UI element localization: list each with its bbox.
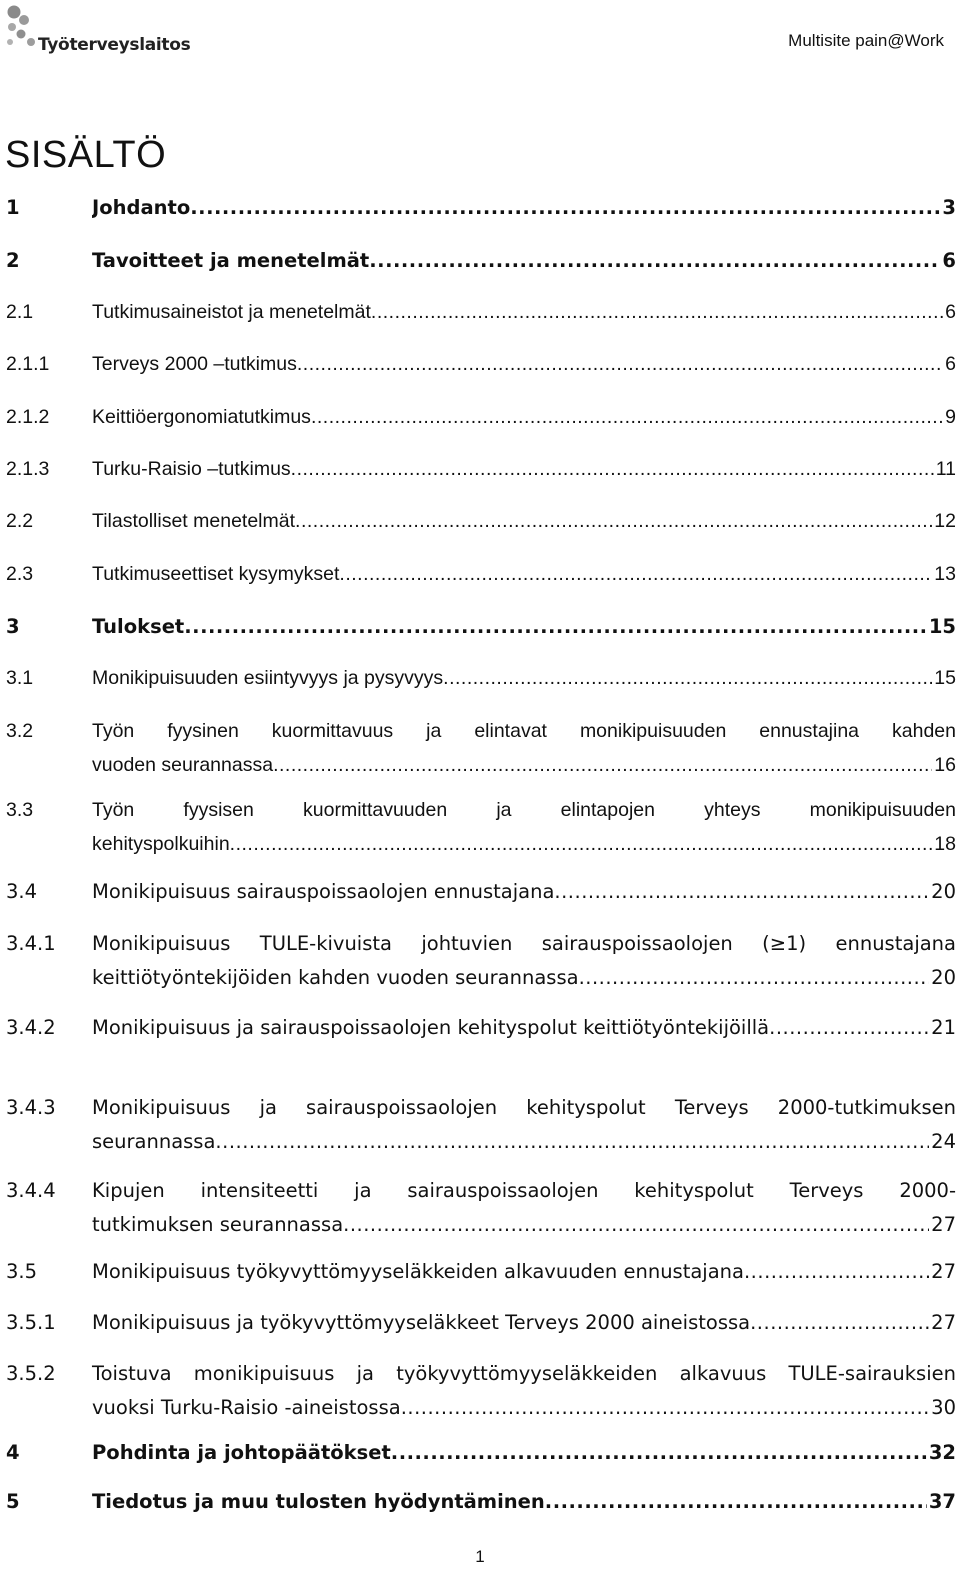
toc-entry-leader-line: [92, 458, 956, 488]
toc-dot-leader: [554, 880, 929, 903]
toc-dot-leader: [339, 563, 932, 586]
toc-entry-page-number: 18: [934, 833, 956, 855]
toc-entry-title-line: Toistuva monikipuisuus ja työkyvyttömyyseläkkeiden alkavuus TULE-sairauksien: [92, 1362, 956, 1385]
toc-entry-page-number: 24: [931, 1130, 956, 1153]
toc-entry-leader-line: [92, 615, 956, 645]
toc-entry-leader-line: [92, 249, 956, 279]
toc-entry-page-number: 27: [931, 1311, 956, 1334]
toc-entry-title: Tavoitteet ja menetelmät: [92, 249, 370, 272]
toc-entry-leader-line: [92, 510, 956, 540]
toc-entry-title: Monikipuisuuden esiintyvyys ja pysyvyys: [92, 667, 444, 689]
toc-dot-leader: [443, 667, 932, 690]
toc-entry-page-number: 6: [945, 353, 956, 375]
toc-entry-number: 3.1: [6, 667, 34, 689]
toc-dot-leader: [401, 1396, 929, 1419]
toc-entry-number: 3.4: [6, 880, 38, 903]
toc-entry-leader-line: [92, 966, 956, 996]
toc-entry-number: 2.3: [6, 563, 34, 585]
toc-entry-number: 3.4.2: [6, 1016, 56, 1039]
toc-entry-title-line: Työn fyysinen kuormittavuus ja elintavat monikipuisuuden ennustajina kahden: [92, 720, 956, 742]
toc-entry-title: Monikipuisuus sairauspoissaolojen ennustajana: [92, 880, 555, 903]
toc-entry-page-number: 6: [945, 301, 956, 323]
toc-entry-number: 1: [6, 196, 20, 219]
toc-entry-leader-line: [92, 1213, 956, 1243]
toc-entry-page-number: 13: [934, 563, 956, 585]
toc-entry-number: 2.1: [6, 301, 34, 323]
toc-entry-title: Tutkimuseettiset kysymykset: [92, 563, 340, 585]
toc-entry-title: Monikipuisuus ja sairauspoissaolojen kehityspolut keittiötyöntekijöillä: [92, 1016, 770, 1039]
header-document-title: Multisite pain@Work: [788, 31, 944, 50]
toc-entry-leader-line: [92, 833, 956, 863]
toc-entry-title-line: Monikipuisuus ja sairauspoissaolojen kehityspolut Terveys 2000-tutkimuksen: [92, 1096, 956, 1119]
logo-mark-icon: [4, 2, 38, 58]
toc-entry-leader-line: [92, 754, 956, 784]
toc-entry-title: Terveys 2000 –tutkimus: [92, 353, 297, 375]
toc-dot-leader: [744, 1260, 929, 1283]
toc-entry-number: 3: [6, 615, 20, 638]
toc-dot-leader: [190, 196, 940, 219]
toc-entry-leader-line: [92, 880, 956, 910]
toc-entry-leader-line: [92, 406, 956, 436]
toc-entry-leader-line: [92, 1130, 956, 1160]
toc-dot-leader: [215, 1130, 929, 1153]
toc-entry-page-number: 16: [934, 754, 956, 776]
toc-entry-title: Tulokset: [92, 615, 185, 638]
toc-entry-title: Turku-Raisio –tutkimus: [92, 458, 291, 480]
toc-entry-number: 4: [6, 1441, 20, 1464]
toc-dot-leader: [750, 1311, 929, 1334]
toc-entry-number: 3.5.2: [6, 1362, 56, 1385]
toc-entry-number: 3.4.3: [6, 1096, 56, 1119]
toc-dot-leader: [579, 966, 930, 989]
toc-entry-number: 2: [6, 249, 20, 272]
toc-entry-leader-line: [92, 1490, 956, 1520]
page-title: SISÄLTÖ: [5, 134, 167, 176]
toc-entry-number: 3.4.4: [6, 1179, 56, 1202]
toc-entry-number: 2.2: [6, 510, 34, 532]
toc-entry-title-line: Työn fyysisen kuormittavuuden ja elintapojen yhteys monikipuisuuden: [92, 799, 956, 821]
toc-dot-leader: [769, 1016, 929, 1039]
toc-dot-leader: [545, 1490, 927, 1513]
toc-dot-leader: [291, 458, 934, 481]
toc-entry-leader-line: [92, 301, 956, 331]
toc-entry-page-number: 3: [942, 196, 956, 219]
toc-entry-number: 2.1.2: [6, 406, 50, 428]
toc-entry-number: 3.3: [6, 799, 34, 821]
toc-entry-page-number: 20: [931, 880, 956, 903]
toc-entry-page-number: 9: [945, 406, 956, 428]
toc-entry-title: Keittiöergonomiatutkimus: [92, 406, 311, 428]
toc-entry-title: Tutkimusaineistot ja menetelmät: [92, 301, 371, 323]
toc-dot-leader: [343, 1213, 929, 1236]
toc-entry-title: kehityspolkuihin: [92, 833, 230, 855]
toc-entry-leader-line: [92, 1016, 956, 1046]
toc-entry-leader-line: [92, 1260, 956, 1290]
toc-entry-leader-line: [92, 667, 956, 697]
toc-entry-page-number: 32: [928, 1441, 956, 1464]
toc-dot-leader: [273, 754, 932, 777]
toc-dot-leader: [391, 1441, 927, 1464]
toc-entry-page-number: 21: [931, 1016, 956, 1039]
page-number: 1: [475, 1547, 485, 1566]
toc-entry-number: 3.4.1: [6, 932, 56, 955]
toc-entry-title-line: Kipujen intensiteetti ja sairauspoissaolojen kehityspolut Terveys 2000-: [92, 1179, 956, 1202]
toc-entry-page-number: 27: [931, 1213, 956, 1236]
toc-entry-title: Tiedotus ja muu tulosten hyödyntäminen: [92, 1490, 545, 1513]
toc-entry-title: Monikipuisuus työkyvyttömyyseläkkeiden alkavuuden ennustajana: [92, 1260, 744, 1283]
toc-entry-title: tutkimuksen seurannassa: [92, 1213, 344, 1236]
toc-entry-title: vuoksi Turku-Raisio -aineistossa: [92, 1396, 401, 1419]
toc-entry-title: vuoden seurannassa: [92, 754, 274, 776]
toc-entry-leader-line: [92, 563, 956, 593]
toc-entry-page-number: 27: [931, 1260, 956, 1283]
toc-dot-leader: [184, 615, 927, 638]
toc-entry-page-number: 15: [934, 667, 956, 689]
toc-entry-leader-line: [92, 1396, 956, 1426]
logo: [4, 2, 191, 58]
toc-entry-number: 3.5: [6, 1260, 38, 1283]
logo-text: Työterveyslaitos: [38, 35, 191, 55]
toc-dot-leader: [371, 301, 943, 324]
toc-entry-title: keittiötyöntekijöiden kahden vuoden seurannassa: [92, 966, 579, 989]
toc-dot-leader: [297, 353, 943, 376]
toc-entry-page-number: 30: [931, 1396, 956, 1419]
toc-dot-leader: [295, 510, 932, 533]
toc-entry-leader-line: [92, 1311, 956, 1341]
toc-entry-title: Pohdinta ja johtopäätökset: [92, 1441, 391, 1464]
toc-entry-title: Johdanto: [92, 196, 191, 219]
toc-entry-title: seurannassa: [92, 1130, 216, 1153]
toc-entry-leader-line: [92, 196, 956, 226]
toc-entry-page-number: 12: [934, 510, 956, 532]
toc-entry-number: 2.1.3: [6, 458, 50, 480]
toc-entry-page-number: 6: [942, 249, 956, 272]
toc-entry-page-number: 15: [928, 615, 956, 638]
toc-entry-number: 3.5.1: [6, 1311, 56, 1334]
toc-entry-number: 3.2: [6, 720, 34, 742]
toc-entry-title: Tilastolliset menetelmät: [92, 510, 296, 532]
toc-entry-page-number: 20: [931, 966, 956, 989]
toc-dot-leader: [230, 833, 933, 856]
toc-entry-title: Monikipuisuus ja työkyvyttömyyseläkkeet Terveys 2000 aineistossa: [92, 1311, 751, 1334]
toc-entry-page-number: 37: [928, 1490, 956, 1513]
toc-entry-title-line: Monikipuisuus TULE-kivuista johtuvien sairauspoissaolojen (≥1) ennustajana: [92, 932, 956, 955]
toc-dot-leader: [369, 249, 940, 272]
toc-entry-number: 2.1.1: [6, 353, 50, 375]
toc-dot-leader: [311, 406, 943, 429]
toc-entry-page-number: 11: [935, 458, 956, 480]
toc-entry-leader-line: [92, 353, 956, 383]
toc-entry-leader-line: [92, 1441, 956, 1471]
toc-entry-number: 5: [6, 1490, 20, 1513]
